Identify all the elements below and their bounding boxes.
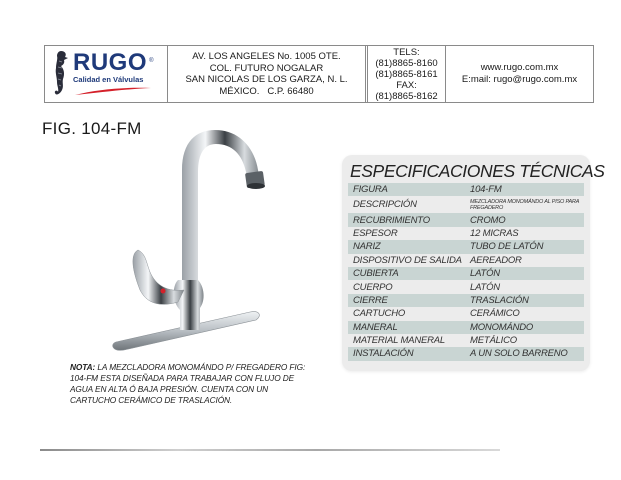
spec-value: LATÓN bbox=[470, 268, 500, 280]
fax-number: (81)8865-8162 bbox=[375, 90, 438, 102]
faucet-image bbox=[110, 130, 310, 352]
company-header bbox=[44, 45, 594, 103]
spec-row bbox=[348, 334, 584, 347]
spec-row bbox=[348, 307, 584, 320]
fax-label: FAX: bbox=[396, 79, 417, 91]
spec-label: MATERIAL MANERAL bbox=[353, 335, 445, 347]
spec-row bbox=[348, 321, 584, 334]
tel-1: (81)8865-8160 bbox=[375, 57, 438, 69]
spec-row bbox=[348, 280, 584, 293]
address-line-1: AV. LOS ANGELES No. 1005 OTE. bbox=[192, 51, 341, 62]
spec-value: LATÓN bbox=[470, 281, 500, 293]
spec-label: ESPESOR bbox=[353, 227, 398, 239]
spec-label: FIGURA bbox=[353, 184, 388, 196]
spec-row bbox=[348, 227, 584, 240]
note-text: LA MEZCLADORA MONOMÁNDO P/ FREGADERO FIG: 104-FM ESTA DISEÑADA PARA TRABAJAR CON FLUJO DE AGUA EN ALTA Ó BAJA PRESIÓN. CUENTA CON UN CARTUCHO CERÁMICO DE TRASLACIÓN. bbox=[70, 362, 306, 405]
spec-value: METÁLICO bbox=[470, 335, 517, 347]
note-label: NOTA: bbox=[70, 362, 96, 372]
spec-value: TUBO DE LATÓN bbox=[470, 241, 544, 253]
spec-label: CUBIERTA bbox=[353, 268, 399, 280]
spec-value: 12 MICRAS bbox=[470, 227, 519, 239]
address-line-4: MÉXICO. C.P. 66480 bbox=[219, 85, 314, 97]
spec-label: NARIZ bbox=[353, 241, 381, 253]
tel-2: (81)8865-8161 bbox=[375, 68, 438, 80]
spec-value: TRASLACIÓN bbox=[470, 294, 529, 306]
web-cell bbox=[446, 46, 593, 102]
spec-label: MANERAL bbox=[353, 321, 398, 333]
spec-row bbox=[348, 267, 584, 280]
spec-value: CERÁMICO bbox=[470, 308, 520, 320]
spec-label: DISPOSITIVO DE SALIDA bbox=[353, 254, 462, 266]
spec-label: RECUBRIMIENTO bbox=[353, 214, 430, 226]
figure-title: FIG. 104-FM bbox=[42, 119, 142, 138]
bottom-divider bbox=[40, 449, 500, 451]
spec-value: CROMO bbox=[470, 214, 506, 226]
spec-label: CARTUCHO bbox=[353, 308, 406, 320]
specifications-title: ESPECIFICACIONES TÉCNICAS bbox=[350, 161, 605, 181]
logo-cell bbox=[45, 46, 168, 102]
spec-row bbox=[348, 213, 584, 226]
spec-label: INSTALACIÓN bbox=[353, 348, 414, 360]
spec-row bbox=[348, 254, 584, 267]
brand-block bbox=[73, 49, 154, 96]
spec-label: CIERRE bbox=[353, 294, 388, 306]
spec-value: 104-FM bbox=[470, 184, 502, 196]
website-link[interactable]: www.rugo.com.mx bbox=[480, 62, 559, 73]
spec-value: AEREADOR bbox=[470, 254, 522, 266]
spec-row bbox=[348, 240, 584, 253]
registered-mark: ® bbox=[149, 58, 154, 64]
spec-row bbox=[348, 294, 584, 307]
email-link[interactable]: E:mail: rugo@rugo.com.mx bbox=[461, 74, 578, 85]
product-note bbox=[70, 362, 310, 406]
tels-label: TELS: bbox=[393, 46, 420, 58]
spec-value: A UN SOLO BARRENO bbox=[470, 348, 568, 360]
address-line-3: SAN NICOLAS DE LOS GARZA, N. L. bbox=[185, 74, 348, 85]
spec-row bbox=[348, 196, 584, 213]
spec-row bbox=[348, 183, 584, 196]
spec-value: MONOMÁNDO bbox=[470, 321, 534, 333]
spec-row bbox=[348, 347, 584, 360]
brand-name: RUGO ® bbox=[73, 49, 154, 76]
specifications-panel bbox=[342, 155, 605, 371]
phones-cell bbox=[368, 46, 446, 102]
address-cell bbox=[168, 46, 368, 102]
seahorse-icon bbox=[51, 49, 69, 99]
address-line-2: COL. FUTURO NOGALAR bbox=[209, 62, 324, 74]
spec-label: CUERPO bbox=[353, 281, 393, 293]
spec-label: DESCRIPCIÓN bbox=[353, 199, 417, 211]
brand-tagline: Calidad en Válvulas bbox=[73, 75, 144, 84]
spec-value: MEZCLADORA MONOMÁNDO AL PISO PARA FREGADERO bbox=[470, 198, 580, 211]
swoosh-icon bbox=[73, 86, 153, 96]
